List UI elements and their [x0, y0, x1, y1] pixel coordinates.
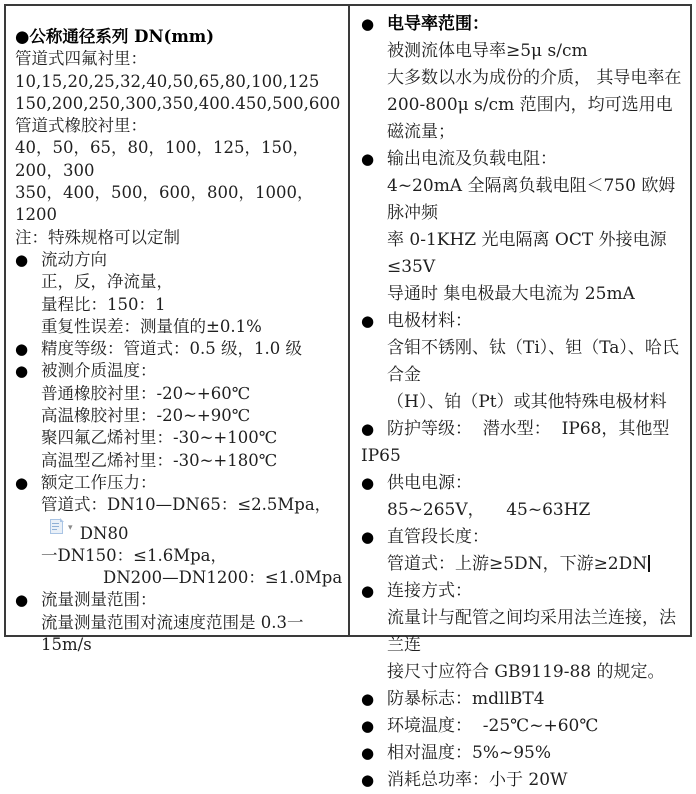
spec-text: 管道式橡胶衬里： [15, 116, 147, 136]
spec-line [15, 450, 344, 472]
bullet-icon: ● [15, 250, 29, 269]
right-column [348, 6, 690, 790]
spec-text: 流量测量范围： [41, 590, 157, 610]
spec-line [361, 335, 686, 389]
spec-text: 额定工作压力： [41, 472, 157, 492]
spec-line [361, 767, 686, 794]
spec-text: 正，反，净流量， [41, 272, 173, 292]
spec-line [15, 405, 344, 427]
spec-line [361, 281, 686, 308]
bullet-icon: ● [15, 591, 29, 610]
spec-sheet-table [4, 4, 692, 790]
spec-line [361, 389, 686, 416]
spec-line [15, 567, 344, 589]
spec-text: （H）、铂（Pt）或其他特殊电极材料 [387, 392, 667, 412]
spec-text: 供电电源： [387, 473, 472, 493]
spec-text: ●公称通径系列 DN(mm) [15, 27, 215, 46]
spec-text: 防暴标志：mdllBT4 [387, 689, 545, 709]
spec-text: 直管段长度： [387, 527, 489, 547]
spec-text: DN200—DN1200：≤1.0Mpa [103, 568, 343, 588]
spec-line [361, 470, 686, 497]
bullet-icon: ● [361, 15, 375, 33]
clipboard-line [52, 529, 57, 530]
spec-text: 高温橡胶衬里：-20~+90℃ [41, 406, 251, 426]
bullet-icon: ● [361, 717, 375, 735]
spec-line [15, 48, 344, 70]
spec-line [15, 93, 344, 115]
spec-line [361, 227, 686, 281]
bullet-icon: ● [361, 744, 375, 762]
spec-line [361, 524, 686, 551]
spec-line [361, 38, 686, 65]
spec-text: 相对温度：5%~95% [387, 743, 551, 763]
spec-text: 85~265V， 45~63HZ [387, 500, 591, 520]
spec-text: 大多数以水为成份的介质， 其导电率在 [387, 68, 682, 88]
spec-line [361, 659, 686, 686]
dropdown-arrow-icon[interactable]: ▾ [68, 522, 73, 533]
spec-text: 导通时 集电极最大电流为 25mA [387, 284, 635, 304]
spec-text-tail: DN80 [74, 523, 129, 543]
spec-text: 200-800μ s/cm 范围内，均可选用电磁流量； [387, 95, 673, 142]
spec-text: 精度等级：管道式：0.5 级，1.0 级 [41, 339, 302, 359]
spec-line [15, 427, 344, 449]
spec-line [15, 137, 344, 182]
spec-text: 率 0-1KHZ 光电隔离 OCT 外接电源≤35V [387, 230, 667, 277]
spec-text: 一DN150：≤1.6Mpa， [41, 545, 228, 565]
spec-line [15, 494, 344, 545]
spec-text: 含钼不锈刚、钛（Ti）、钽（Ta）、哈氏合金 [387, 338, 679, 385]
spec-text: 量程比：150：1 [41, 294, 166, 314]
spec-line [15, 545, 344, 567]
spec-line [15, 589, 344, 611]
spec-line [15, 294, 344, 316]
spec-text: 管道式四氟衬里： [15, 49, 147, 69]
spec-text: 聚四氟乙烯衬里：-30~+100℃ [41, 428, 278, 448]
bullet-icon: ● [15, 340, 29, 359]
bullet-icon: ● [361, 771, 375, 789]
spec-text: 防护等级： 潜水型： IP68，其他型 IP65 [361, 419, 675, 466]
spec-line [361, 11, 686, 38]
spec-line [361, 146, 686, 173]
bullet-icon: ● [361, 420, 375, 438]
spec-line [361, 551, 686, 578]
spec-text: 重复性误差：测量值的±0.1% [41, 316, 262, 336]
spec-text: 注：特殊规格可以定制 [15, 227, 180, 247]
spec-line [15, 316, 344, 338]
spec-line [15, 612, 344, 657]
bullet-icon: ● [361, 150, 375, 168]
spec-line [361, 740, 686, 767]
spec-text: 流量测量范围对流速度范围是 0.3一15m/s [41, 612, 304, 655]
spec-line [361, 92, 686, 146]
bullet-icon: ● [361, 582, 375, 600]
spec-text: 高温型乙烯衬里：-30~+180℃ [41, 450, 278, 470]
spec-text: 管道式：DN10—DN65：≤2.5Mpa， [41, 495, 332, 515]
clipboard-line [52, 523, 59, 524]
spec-line [361, 497, 686, 524]
spec-text: 接尺寸应符合 GB9119-88 的规定。 [387, 662, 665, 682]
bullet-icon: ● [361, 528, 375, 546]
spec-text: 电导率范围： [387, 14, 489, 34]
spec-text: 电极材料： [387, 311, 472, 331]
bullet-icon: ● [15, 362, 29, 381]
left-column [6, 6, 348, 655]
spec-line [361, 578, 686, 605]
spec-line [15, 182, 344, 227]
spec-text: 40，50，65，80，100，125，150，200，300 [15, 138, 309, 180]
spec-text: 普通橡胶衬里：-20~+60℃ [41, 383, 251, 403]
spec-text: 被测介质温度： [41, 361, 157, 381]
spec-line [15, 338, 344, 360]
spec-text: 输出电流及负载电阻： [387, 149, 557, 169]
spec-text: 环境温度： -25℃~+60℃ [387, 716, 599, 736]
page-fold [60, 518, 64, 522]
spec-line [15, 71, 344, 93]
bullet-icon: ● [361, 474, 375, 492]
spec-line [15, 26, 344, 48]
spec-line [15, 249, 344, 271]
bullet-icon: ● [15, 473, 29, 492]
spec-text: 4~20mA 全隔离负载电阻＜750 欧姆脉冲频 [387, 176, 676, 223]
spec-line [15, 383, 344, 405]
clipboard-line [52, 526, 59, 527]
spec-line [15, 360, 344, 382]
spec-line [361, 686, 686, 713]
paste-options-icon[interactable] [49, 518, 64, 534]
spec-text: 流量计与配管之间均采用法兰连接，法兰连 [387, 608, 676, 655]
bullet-icon: ● [361, 312, 375, 330]
spec-text: 管道式：上游≥5DN，下游≥2DN [387, 554, 648, 574]
spec-text: 被测流体电导率≥5μ s/cm [387, 41, 588, 61]
spec-line [15, 115, 344, 137]
spec-line [361, 605, 686, 659]
spec-line [361, 416, 686, 470]
spec-text: 10,15,20,25,32,40,50,65,80,100,125 [15, 71, 320, 91]
spec-line [361, 713, 686, 740]
spec-text: 流动方向 [41, 249, 107, 269]
spec-line [361, 173, 686, 227]
spec-line [15, 271, 344, 293]
spec-line [15, 227, 344, 249]
spec-line [361, 308, 686, 335]
spec-text: 350，400，500，600，800，1000，1200 [15, 183, 314, 225]
spec-text: 消耗总功率：小于 20W [387, 770, 568, 790]
spec-line [15, 472, 344, 494]
text-cursor [648, 555, 650, 572]
bullet-icon: ● [361, 690, 375, 708]
spec-text: 连接方式： [387, 581, 472, 601]
spec-line [361, 65, 686, 92]
spec-text: 150,200,250,300,350,400.450,500,600 [15, 93, 341, 113]
